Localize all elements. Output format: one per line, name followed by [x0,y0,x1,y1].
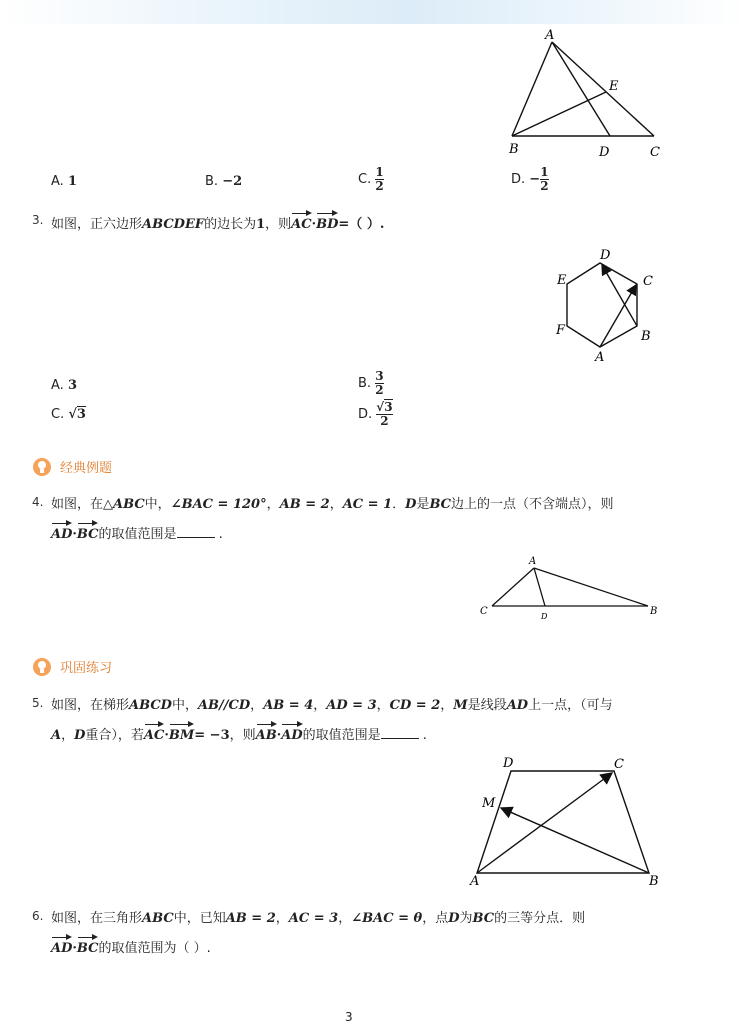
q3-option-b: B. $\frac{3}{2}$ [358,369,384,397]
q4-label-c: C [480,606,488,617]
q3-label-a: A [595,350,605,365]
q2-label-b: B [509,142,519,157]
q2-label-c: C [650,145,660,160]
q2-option-a: A. 1 [51,174,77,189]
q5-stem-line2: A，D重合），若AC·BM= −3，则AB·AD的取值范围是 . [51,722,427,743]
q3-label-f: F [556,323,566,338]
q3-option-d: D. $\frac{√3}{2}$ [358,400,393,428]
q5-figure [465,752,670,892]
q4-label-d: D [541,612,548,621]
q3-label-b: B [641,329,651,344]
q3-number: 3. [32,213,44,227]
q2-figure [500,25,670,163]
q6-stem-line1: 如图，在三角形ABC中，已知AB = 2，AC = 3，∠BAC = θ，点D为BC的三等分点．则 [51,911,586,926]
q3-option-c: C. √3 [51,407,86,422]
q4-label-b: B [650,606,658,617]
q5-label-b: B [649,874,659,889]
q2-option-c: C. $\frac{1}{2}$ [358,165,384,193]
q3-stem: 如图，正六边形ABCDEF的边长为1，则AC·BD=（ ）. [51,211,384,232]
header-band [0,0,745,24]
q3-label-e: E [557,273,567,288]
q2-label-d: D [599,145,610,160]
section-consolidation-practice: 巩固练习 [33,657,112,676]
q5-label-c: C [614,757,624,772]
q3-label-c: C [643,274,653,289]
q3-figure [545,243,665,368]
q2-label-a: A [545,28,555,43]
page-number: 3 [345,1010,353,1024]
q5-label-a: A [470,874,480,889]
q4-label-a: A [529,556,537,567]
q5-label-d: D [503,756,514,771]
q5-stem-line1: 如图，在梯形ABCD中，AB//CD，AB = 4，AD = 3，CD = 2，M是线段AD上一点，（可与 [51,698,613,713]
section-classic-examples: 经典例题 [33,457,112,476]
q3-option-a: A. 3 [51,378,77,393]
q6-number: 6. [32,909,44,923]
q3-label-d: D [600,248,611,263]
q4-stem-line1: 如图，在△ABC中，∠BAC = 120°，AB = 2，AC = 1．D是BC边上的一点（不含端点），则 [51,497,614,512]
q2-label-e: E [609,79,619,94]
lightbulb-icon [33,458,51,476]
q2-option-d: D. − $\frac{1}{2}$ [511,165,549,193]
q2-option-b: B. −2 [205,174,243,189]
q4-figure [475,552,670,622]
q4-stem-line2: AD·BC的取值范围是 . [51,521,223,542]
q5-label-m: M [482,796,496,811]
q5-number: 5. [32,696,44,710]
q6-stem-line2: AD·BC的取值范围为（ ）. [51,935,211,956]
q4-number: 4. [32,495,44,509]
lightbulb-icon [33,658,51,676]
